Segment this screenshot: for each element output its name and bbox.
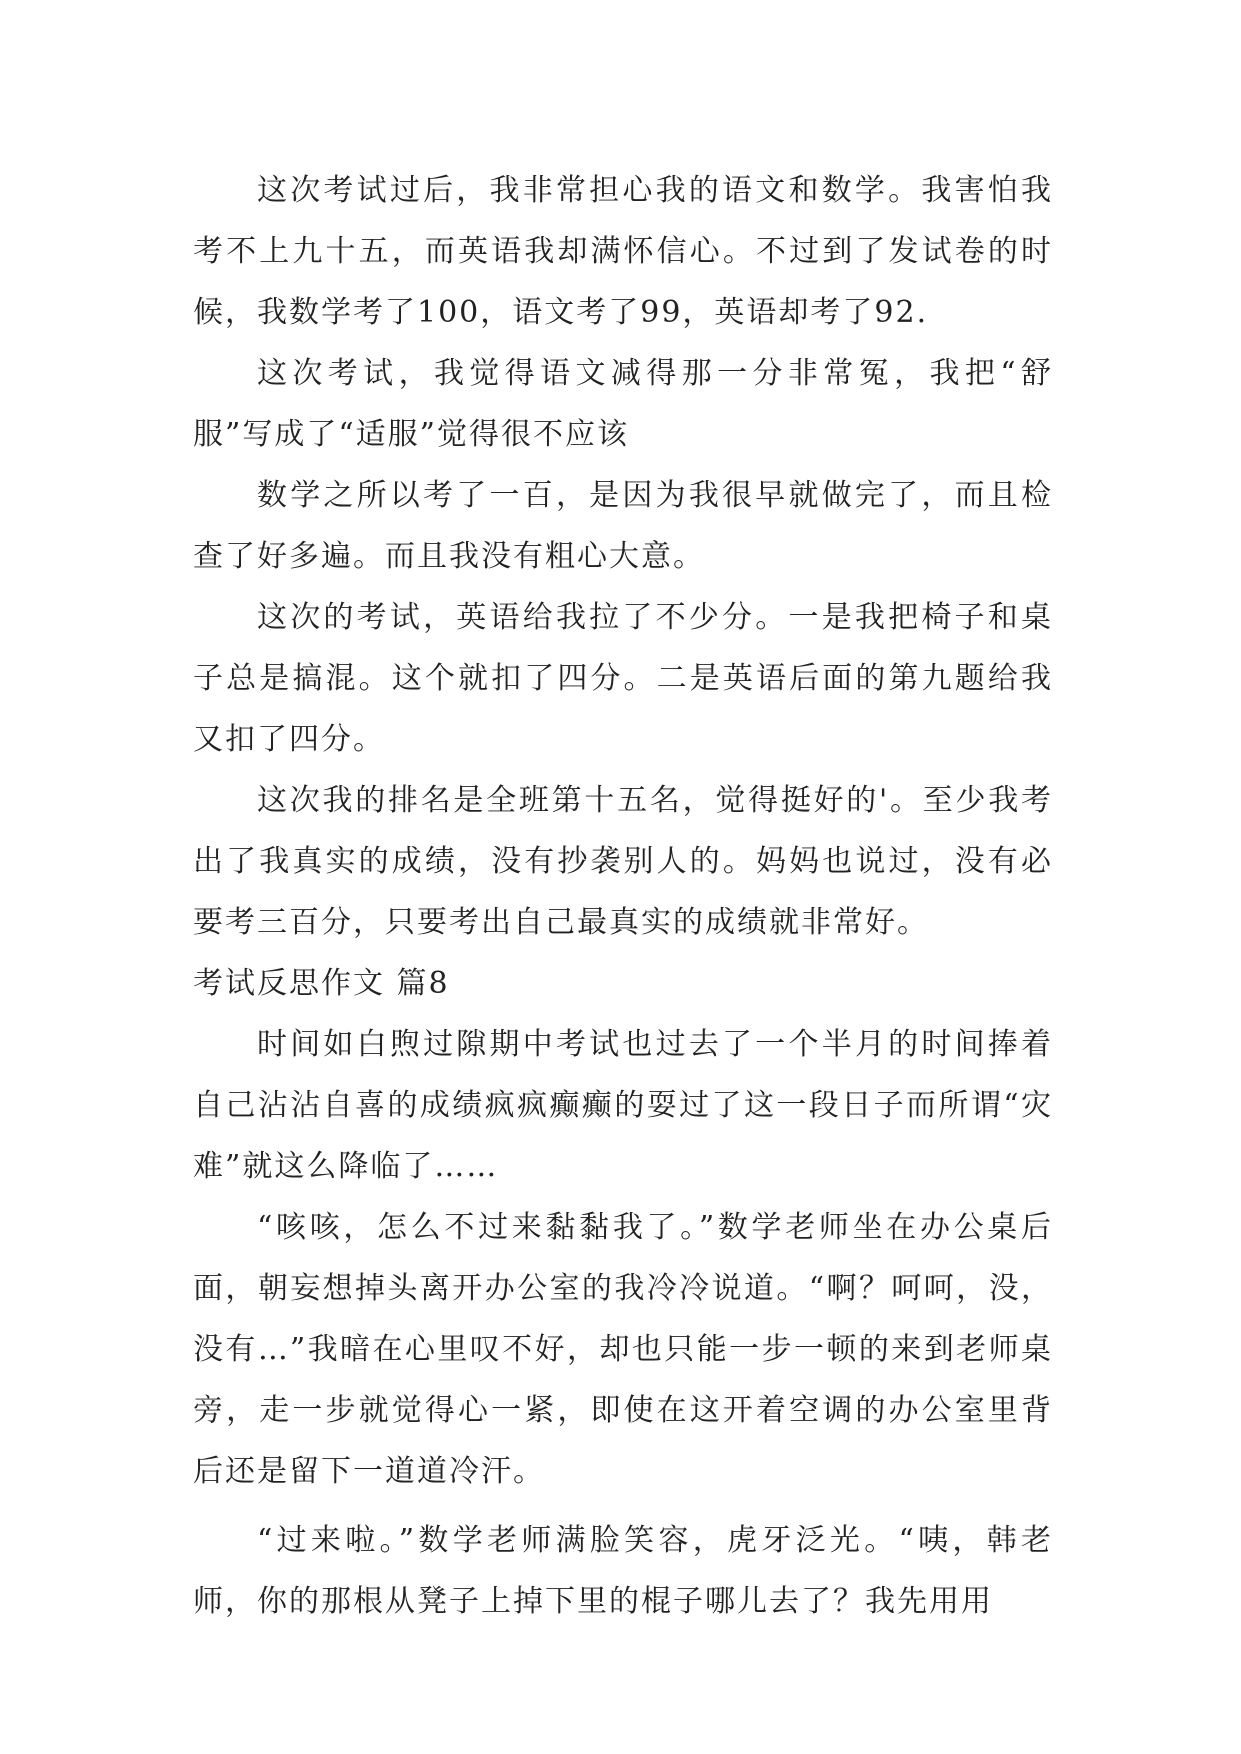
paragraph: 这次考试过后，我非常担心我的语文和数学。我害怕我考不上九十五，而英语我却满怀信心。不过到了发试卷的时候，我数学考了100，语文考了99，英语却考了92. bbox=[193, 173, 1053, 330]
document-body bbox=[193, 160, 1053, 1632]
paragraph: 这次我的排名是全班第十五名，觉得挺好的'。至少我考出了我真实的成绩，没有抄袭别人的。妈妈也说过，没有必要考三百分，只要考出自己最真实的成绩就非常好。 bbox=[193, 783, 1053, 940]
section-heading: 考试反思作文 篇8 bbox=[193, 966, 450, 1001]
paragraph: 时间如白煦过隙期中考试也过去了一个半月的时间捧着自己沾沾自喜的成绩疯疯癫癫的耍过了这一段日子而所谓“灾难”就这么降临了…… bbox=[193, 1027, 1053, 1184]
paragraph: “咳咳，怎么不过来黏黏我了。”数学老师坐在办公桌后面，朝妄想掉头离开办公室的我冷冷说道。“啊？呵呵，没，没有…”我暗在心里叹不好，却也只能一步一顿的来到老师桌旁，走一步就觉得心一紧，即使在这开着空调的办公室里背后还是留下一道道冷汗。 bbox=[193, 1210, 1053, 1489]
paragraph: “过来啦。”数学老师满脸笑容，虎牙泛光。“咦，韩老师，你的那根从凳子上掉下里的棍子哪儿去了？我先用用 bbox=[193, 1523, 1053, 1619]
paragraph: 数学之所以考了一百，是因为我很早就做完了，而且检查了好多遍。而且我没有粗心大意。 bbox=[193, 478, 1053, 574]
paragraph: 这次考试，我觉得语文减得那一分非常冤，我把“舒服”写成了“适服”觉得很不应该 bbox=[193, 356, 1053, 452]
paragraph: 这次的考试，英语给我拉了不少分。一是我把椅子和桌子总是搞混。这个就扣了四分。二是英语后面的第九题给我又扣了四分。 bbox=[193, 600, 1053, 757]
